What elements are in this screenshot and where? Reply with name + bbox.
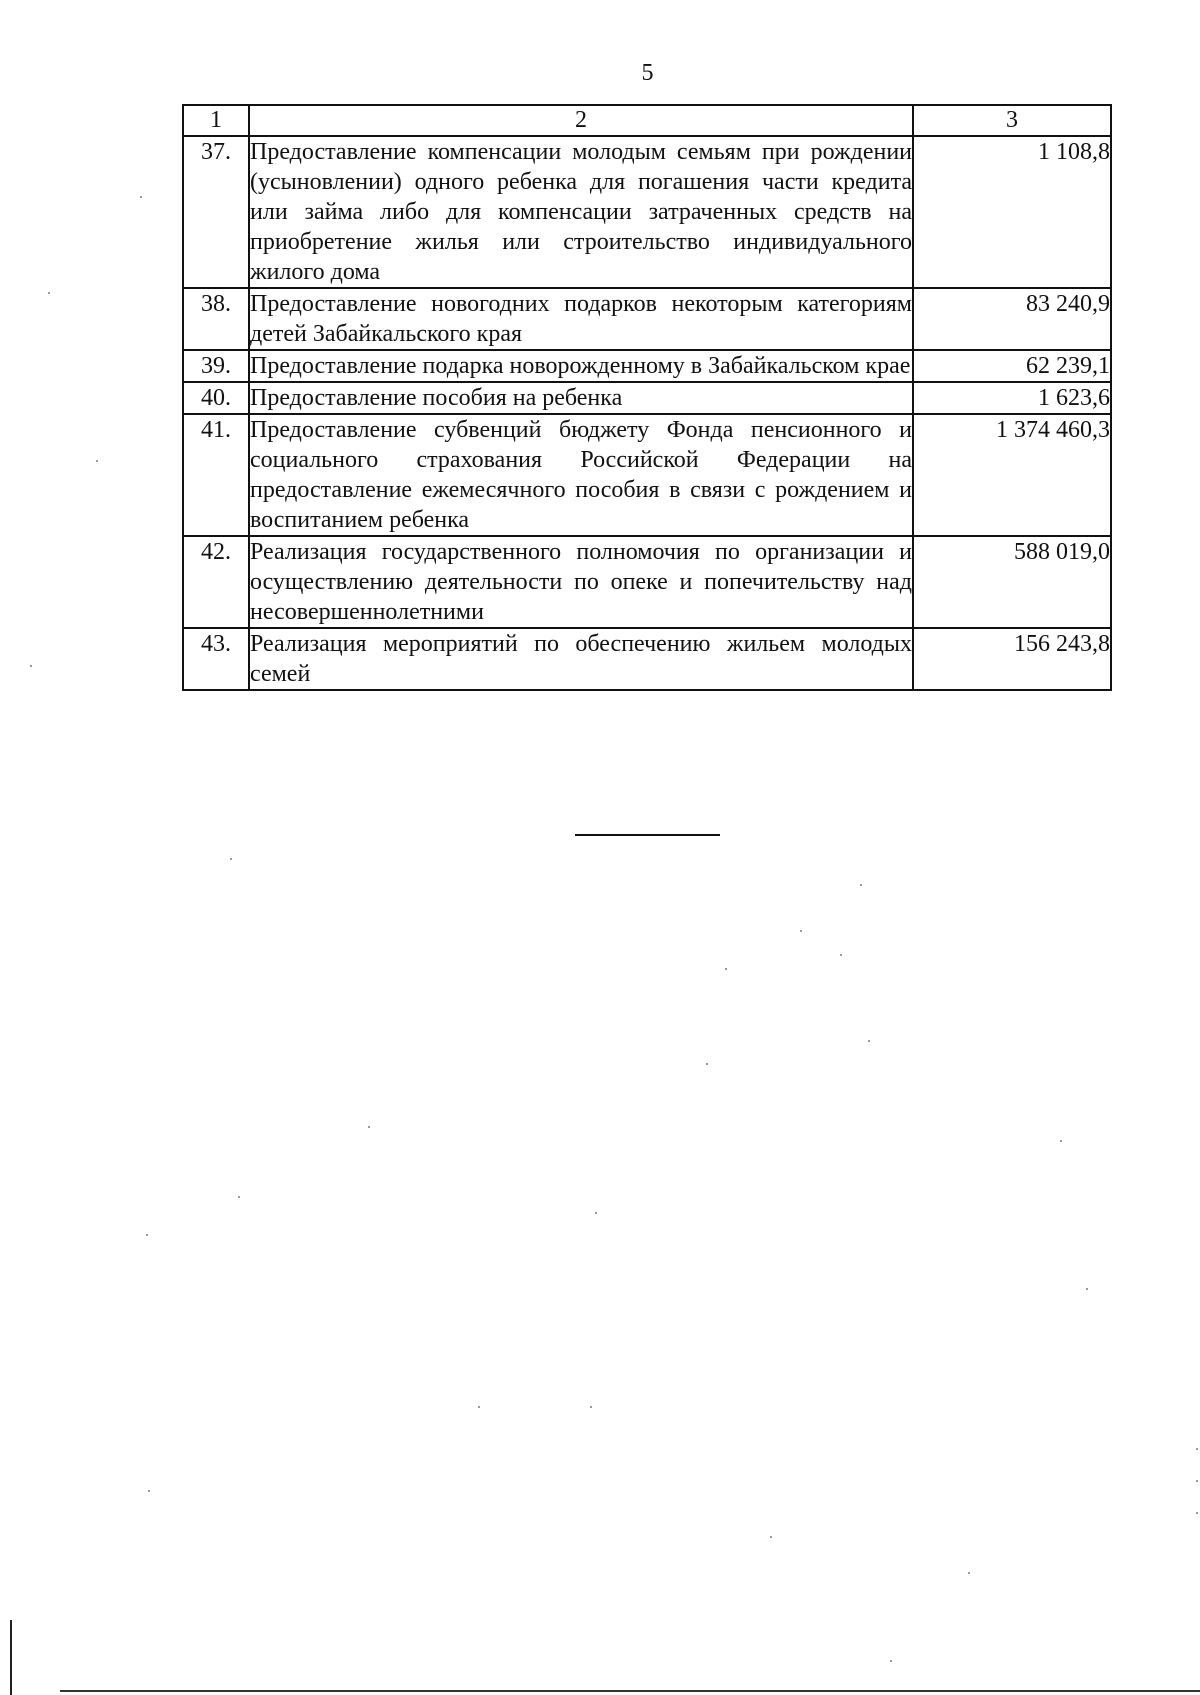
scan-speck bbox=[840, 954, 842, 956]
scan-speck bbox=[96, 460, 98, 462]
scan-speck bbox=[1196, 1448, 1198, 1450]
table-row bbox=[183, 136, 1111, 288]
scan-speck bbox=[140, 196, 142, 198]
row-description: Реализация мероприятий по обеспечению жильем молодых семей bbox=[249, 628, 913, 690]
scan-speck bbox=[230, 858, 232, 860]
row-number: 42. bbox=[183, 536, 249, 628]
scan-speck bbox=[148, 1490, 150, 1492]
scan-speck bbox=[800, 930, 802, 932]
scan-speck bbox=[890, 1660, 892, 1662]
scan-speck bbox=[1196, 1512, 1198, 1514]
scan-speck bbox=[146, 1234, 148, 1236]
scan-speck bbox=[860, 884, 862, 886]
table-row bbox=[183, 414, 1111, 536]
scan-edge-left bbox=[10, 1620, 12, 1695]
scan-edge-bottom bbox=[60, 1690, 1200, 1692]
scan-speck bbox=[1196, 1480, 1198, 1482]
scan-speck bbox=[590, 1406, 592, 1408]
row-number: 41. bbox=[183, 414, 249, 536]
column-header-3: 3 bbox=[913, 105, 1111, 136]
column-header-2: 2 bbox=[249, 105, 913, 136]
row-amount: 156 243,8 bbox=[913, 628, 1111, 690]
scan-speck bbox=[48, 292, 50, 294]
row-description: Предоставление компенсации молодым семьям при рождении (усыновлении) одного ребенка для погашения части кредита или займа либо для компенсации затраченных средств на приобретение жилья или строительство индивидуального жилого дома bbox=[249, 136, 913, 288]
scan-speck bbox=[706, 1063, 708, 1065]
scan-speck bbox=[1060, 1140, 1062, 1142]
table-row bbox=[183, 628, 1111, 690]
scan-speck bbox=[595, 1212, 597, 1214]
row-amount: 83 240,9 bbox=[913, 288, 1111, 350]
scan-speck bbox=[725, 968, 727, 970]
table-row bbox=[183, 288, 1111, 350]
scan-speck bbox=[238, 1196, 240, 1198]
row-number: 39. bbox=[183, 350, 249, 382]
scan-speck bbox=[478, 1406, 480, 1408]
scan-speck bbox=[1086, 1288, 1088, 1290]
column-header-1: 1 bbox=[183, 105, 249, 136]
budget-table bbox=[182, 104, 1112, 691]
row-number: 38. bbox=[183, 288, 249, 350]
row-description: Предоставление пособия на ребенка bbox=[249, 382, 913, 414]
table-row bbox=[183, 350, 1111, 382]
scan-speck bbox=[770, 1536, 772, 1538]
row-description: Предоставление подарка новорожденному в Забайкальском крае bbox=[249, 350, 913, 382]
row-description: Предоставление субвенций бюджету Фонда пенсионного и социального страхования Российской Федерации на предоставление ежемесячного пособия в связи с рождением и воспитанием ребенка bbox=[249, 414, 913, 536]
scan-speck bbox=[968, 1572, 970, 1574]
scan-speck bbox=[30, 665, 32, 667]
row-amount: 588 019,0 bbox=[913, 536, 1111, 628]
row-description: Реализация государственного полномочия по организации и осуществлению деятельности по опеке и попечительству над несовершеннолетними bbox=[249, 536, 913, 628]
row-number: 40. bbox=[183, 382, 249, 414]
row-description: Предоставление новогодних подарков некоторым категориям детей Забайкальского края bbox=[249, 288, 913, 350]
row-amount: 1 108,8 bbox=[913, 136, 1111, 288]
row-number: 43. bbox=[183, 628, 249, 690]
row-amount: 1 374 460,3 bbox=[913, 414, 1111, 536]
scan-speck bbox=[368, 1126, 370, 1128]
table-header-row bbox=[183, 105, 1111, 136]
page-number: 5 bbox=[641, 60, 654, 86]
row-amount: 1 623,6 bbox=[913, 382, 1111, 414]
row-number: 37. bbox=[183, 136, 249, 288]
row-amount: 62 239,1 bbox=[913, 350, 1111, 382]
table-row bbox=[183, 536, 1111, 628]
table-row bbox=[183, 382, 1111, 414]
scan-speck bbox=[868, 1040, 870, 1042]
end-separator-line bbox=[575, 834, 720, 836]
